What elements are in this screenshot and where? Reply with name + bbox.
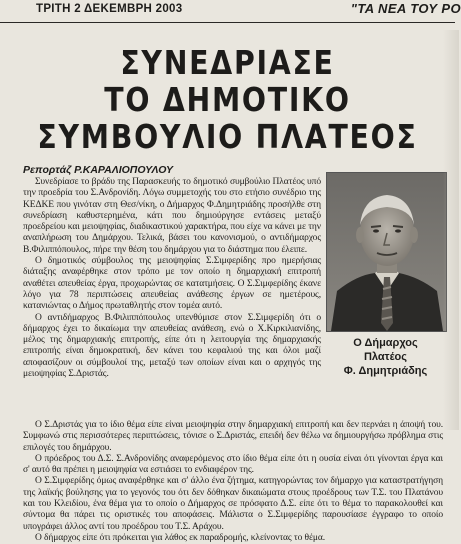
article-paragraph: Ο Σ.Δριστάς για το ίδιο θέμα είπε είναι μειοψηφία στην δημαρχιακή επιτροπή και δεν περνάει η άποψή του. Συμφωνώ στις περισσότερες περιπτώσεις, τόνισε ο Σ.Δριστάς, επειδή δεν θέλω να δημιουργήσω πρόβλημα στις επιλογές του δημάρχου.: [23, 420, 443, 453]
mayor-portrait-image: [327, 173, 446, 331]
article-paragraph: Συνεδρίασε το βράδυ της Παρασκευής το δημοτικό συμβούλιο Πλατέος υπό την προεδρία του Σ.Ανδρονίδη. Λόγω συμμετοχής του στο ετήσιο συνέδριο της ΚΕΔΚΕ που γινόταν στη Θεσ/νίκη, ο Δήμαρχος Φ.Δημητριάδης προσήλθε στη συνεδρίαση καθυστερημένα, κάτι που δημιούργησε εντάσεις μεταξύ προεδρείου και μειοψηφίας, διαδικαστικού χαρακτήρα, που είχε να κάνει με την αναπλήρωση του Δημάρχου. Τελικά, βάσει του κανονισμού, ο αντιδήμαρχος Β.Φιλιππόπουλος, πήρε την θέση του δημάρχου για το διάστημα που έλειπε.: [23, 177, 321, 255]
article-paragraph: Ο πρόεδρος του Δ.Σ. Σ.Ανδρονίδης αναφερόμενος στο ίδιο θέμα είπε ότι η ουσία είναι ότι γίνονται έργα και σ' αυτό θα πρέπει η μειοψηφία να εστιάσει το ενδιαφέρον της.: [23, 453, 443, 476]
article-byline: Ρεπορτάζ Ρ.ΚΑΡΑΛΙΟΠΟΥΛΟΥ: [23, 164, 174, 176]
article-paragraph: Ο Σ.Σιμφερίδης όμως αναφέρθηκε και σ' άλλο ένα ζήτημα, κατηγορώντας τον δήμαρχο για καταστρατήγηση της λαϊκής βούλησης για το γεγονός του ότι δεν δόθηκαν δικαιώματα στους προέδρους των Τ.Σ. του Πλατάνου και του Κλειδίου, ένα θέμα για το οποίο ο Δήμαρχος σε πρόσφατο Δ.Σ. είπε ότι το θέμα το παρακολουθεί και σύντομα θα πάρει τις οριστικές του αποφάσεις. Μάλιστα ο Σ.Σιμφερίδης παρουσίασε έγγραφο το οποίο υπογράφει άλλος αντί του προέδρου του Τ.Σ. Αράχου.: [23, 476, 443, 532]
headline-line-3: ΣΥΜΒΟΥΛΙΟ ΠΛΑΤΕΟΣ: [37, 117, 418, 156]
caption-line: Ο Δήμαρχος: [353, 337, 418, 349]
newspaper-name: "ΤΑ ΝΕΑ ΤΟΥ ΡΟ: [350, 1, 461, 16]
headline-line-2: ΤΟ ΔΗΜΟΤΙΚΟ: [104, 80, 351, 119]
caption-line: Πλατέος: [363, 351, 407, 363]
article-paragraph: Ο αντιδήμαρχος Β.Φιλιππόπουλος υπενθύμισε στον Σ.Σιμφερίδη ότι ο δήμαρχος έχει το δικαίωμα την απευθείας ανάθεση, ενώ ο Χ.Κιρκιλιανίδης, μέλος της δημαρχιακής επιτροπής, είπε ότι η λειτουργία της δημαρχιακής επιτροπής είναι δημοκρατική, δεν κάνει του κεφαλιού της και όλοι μαζί αποφασίζουν οι σύμβουλοί της, μεταξύ των οποίων είναι και ο αρχηγός της μειοψηφίας Σ.Δριστάς.: [23, 312, 321, 380]
photo-caption: [326, 336, 445, 378]
headline-line-1: ΣΥΝΕΔΡΙΑΣΕ: [120, 43, 335, 82]
page-edge-shadow: [443, 30, 459, 430]
caption-line: Φ. Δημητριάδης: [343, 365, 428, 377]
issue-date: ΤΡΙΤΗ 2 ΔΕΚΕΜΒΡΗ 2003: [36, 3, 183, 15]
article-headline: [0, 44, 455, 155]
article-body-full-width: [23, 420, 443, 544]
article-paragraph: Ο δήμαρχος είπε ότι πρόκειται για λάθος εκ παραδρομής, κλείνοντας το θέμα.: [35, 532, 325, 543]
article-paragraph: Ο δημοτικός σύμβουλος της μειοψηφίας Σ.Σιμφερίδης προ ημερήσιας διάταξης αναφέρθηκε στον τρόπο με τον οποίο η δημαρχιακή επιτροπή αναθέτει απευθείας έργα, προχωρώντας σε κατατμήσεις. Ο Σ.Σιμφερίδης έκανε λόγο για 78 περιπτώσεις απευθείας ανάθεσης έργων σε ημετέρους, κατανιώντας ο Δήμος πρωταθλητής στον τομέα αυτό.: [23, 256, 321, 312]
masthead: [0, 0, 461, 23]
mayor-photo: [326, 172, 447, 332]
article-body-column: [23, 177, 321, 380]
